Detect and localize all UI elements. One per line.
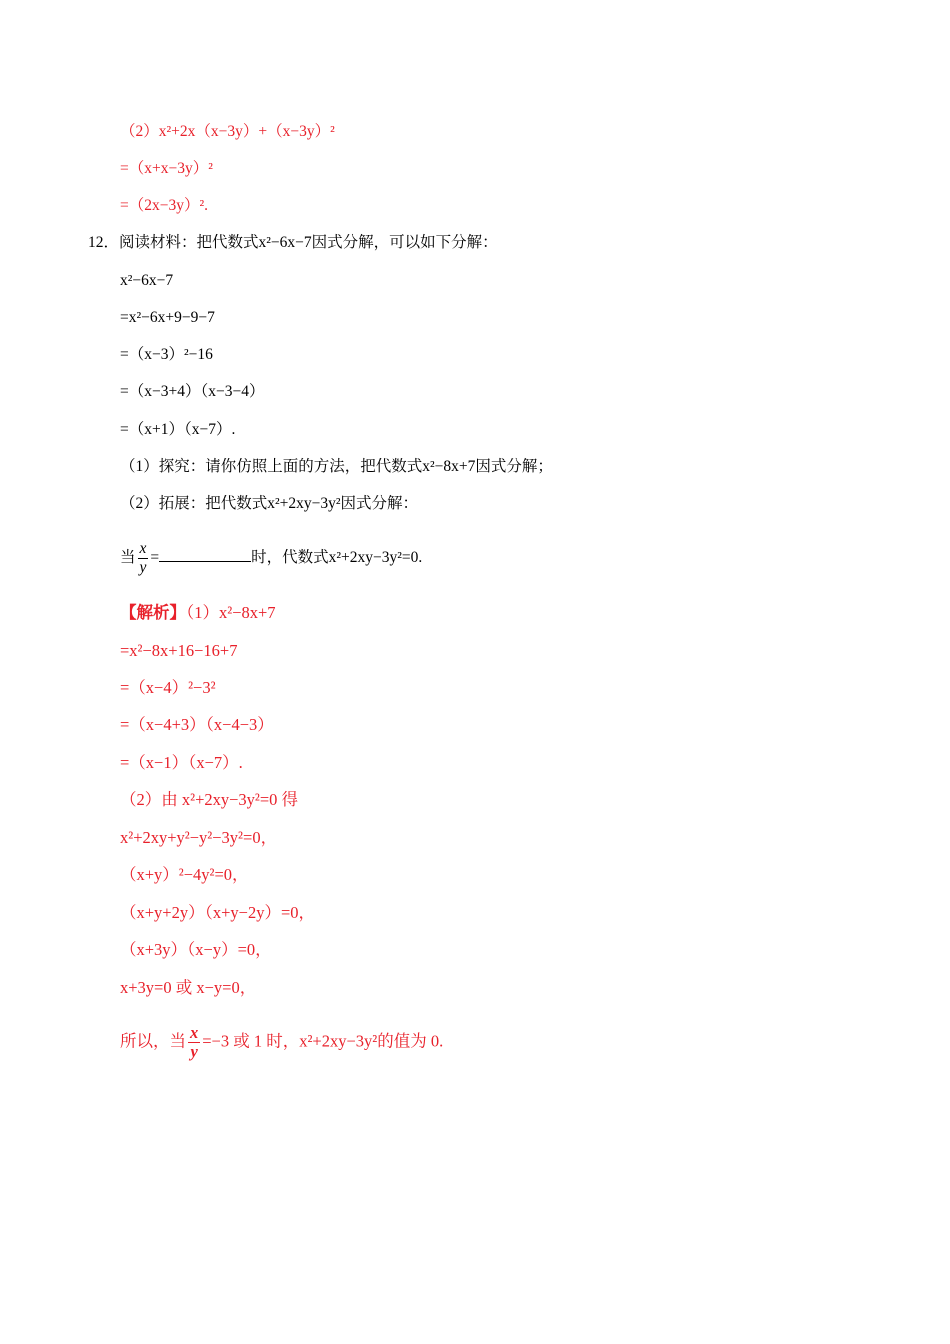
conclusion-fraction-x-over-y: [188, 1024, 200, 1061]
analysis-part-2-head: （2）由 x²+2xy−3y²=0 得: [120, 790, 299, 809]
analysis-line-9: x+3y=0 或 x−y=0，: [120, 978, 257, 997]
analysis-conclusion: [120, 1024, 443, 1061]
prev-solution-line-1: （2）x²+2x（x−3y）+（x−3y）²: [120, 123, 335, 140]
prev-solution-line-2: =（x+x−3y）²: [120, 160, 213, 177]
analysis-line-7: （x+y+2y）（x+y−2y）=0，: [120, 903, 316, 922]
analysis-tag: 【解析】: [120, 603, 186, 622]
material-step-5: =（x+1）（x−7）.: [120, 421, 236, 438]
conclusion-fraction-numerator: x: [190, 1023, 199, 1042]
fraction-numerator: x: [139, 540, 147, 557]
material-step-2: =x²−6x+9−9−7: [120, 309, 215, 326]
analysis-line-1: =x²−8x+16−16+7: [120, 641, 238, 660]
analysis-line-5: x²+2xy+y²−y²−3y²=0，: [120, 828, 278, 847]
question-part-2: （2）拓展：把代数式x²+2xy−3y²因式分解：: [120, 495, 419, 512]
conclusion-prefix: 所以，当: [120, 1031, 186, 1051]
prev-solution-line-3: =（2x−3y）².: [120, 197, 209, 214]
conclusion-fraction-denominator: y: [190, 1042, 198, 1061]
fraction-x-over-y: [138, 540, 149, 577]
material-step-1: x²−6x−7: [120, 272, 174, 289]
part2-equals: =: [150, 549, 160, 567]
question-12: [88, 233, 498, 253]
question-part-1: （1）探究：请你仿照上面的方法，把代数式x²−8x+7因式分解；: [120, 458, 553, 475]
analysis-line-2: =（x−4）²−3²: [120, 678, 216, 697]
conclusion-suffix: =−3 或 1 时，x²+2xy−3y²的值为 0.: [202, 1031, 444, 1051]
answer-blank[interactable]: [159, 547, 251, 562]
question-part-2-fill: [120, 540, 422, 577]
part2-suffix: 时，代数式x²+2xy−3y²=0.: [251, 549, 423, 567]
material-step-4: =（x−3+4）（x−3−4）: [120, 383, 265, 400]
material-step-3: =（x−3）²−16: [120, 346, 213, 363]
analysis-line-8: （x+3y）（x−y）=0，: [120, 940, 272, 959]
question-number: 12．: [88, 234, 120, 251]
question-intro: 阅读材料：把代数式x²−6x−7因式分解，可以如下分解：: [119, 234, 498, 251]
analysis-line-3: =（x−4+3）（x−4−3）: [120, 715, 274, 734]
analysis-line-4: =（x−1）（x−7）.: [120, 753, 243, 772]
analysis-part-1-head: （1）x²−8x+7: [186, 603, 276, 622]
analysis-line-6: （x+y）²−4y²=0，: [120, 865, 249, 884]
analysis-first-line: [120, 603, 276, 623]
part2-prefix: 当: [120, 549, 136, 567]
fraction-denominator: y: [139, 559, 147, 576]
